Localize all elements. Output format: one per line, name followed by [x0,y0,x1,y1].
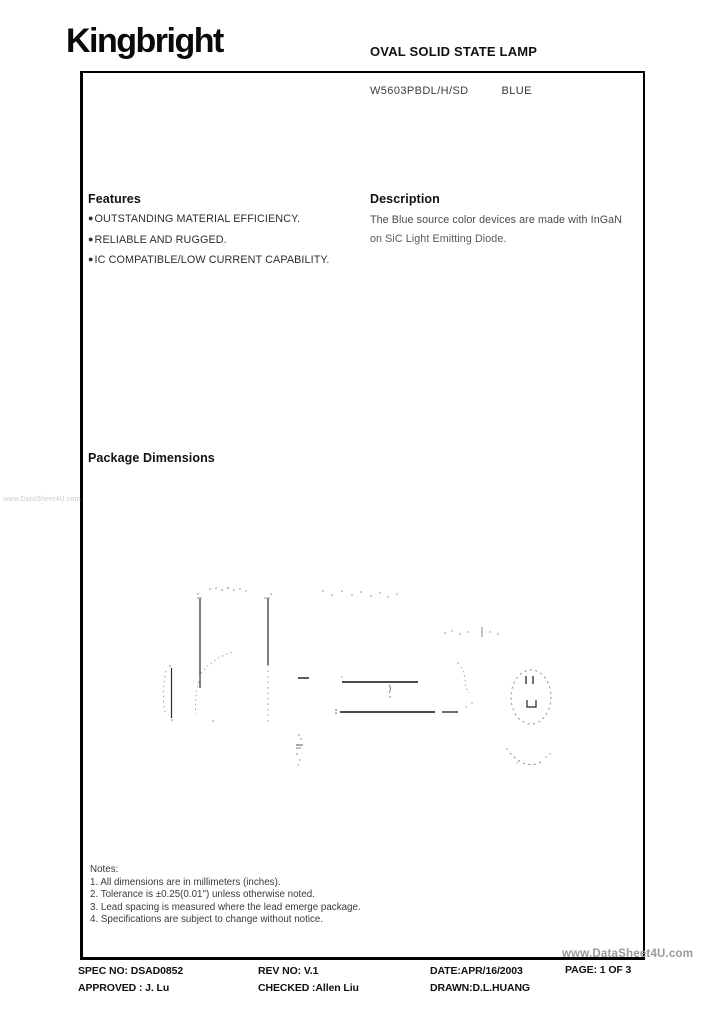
footer-checked: CHECKED :Allen Liu [258,982,359,994]
feature-item [88,213,329,225]
lens-front-view [163,665,172,721]
package-dimensions-heading: Package Dimensions [88,451,215,465]
description-line: on SiC Light Emitting Diode. [370,233,507,245]
watermark-bottom-right: www.DataSheet4U.com [562,948,694,960]
part-number-line [370,85,532,97]
feature-item [88,234,329,246]
document-title: OVAL SOLID STATE LAMP [370,44,538,59]
feature-item [88,254,329,266]
part-color-name: BLUE [501,85,532,97]
package-dimensions-drawing [80,555,643,815]
lead-spacing-marks [296,734,303,766]
note-item: 2. Tolerance is ±0.25(0.01") unless otherwise noted. [90,889,315,901]
footer-rev-no: REV NO: V.1 [258,965,319,977]
notes-heading: Notes: [90,864,119,875]
part-number: W5603PBDL/H/SD [370,85,469,97]
note-item: 3. Lead spacing is measured where the lead emerge package. [90,901,361,913]
note-item: 4. Specifications are subject to change without notice. [90,914,324,926]
footer-drawn: DRAWN:D.L.HUANG [430,982,530,994]
bottom-arc-marks [506,748,550,764]
kingbright-logo: Kingbright [66,22,223,60]
bullet-icon: ● [88,254,94,265]
footer-approved: APPROVED : J. Lu [78,982,170,994]
watermark-left: www.DataSheet4U.com [3,496,81,503]
description-heading: Description [370,192,440,206]
content-frame [80,71,645,960]
footer-page-number: PAGE: 1 OF 3 [565,964,632,976]
bullet-icon: ● [88,233,94,244]
footer-spec-no: SPEC NO: DSAD0852 [78,965,184,977]
feature-text: RELIABLE AND RUGGED. [94,233,227,246]
package-top-view [511,670,551,724]
package-horizontal-view [298,662,473,714]
notes-block [90,864,361,927]
footer-date: DATE:APR/16/2003 [430,965,523,977]
feature-text: OUTSTANDING MATERIAL EFFICIENCY. [94,213,301,225]
feature-text: IC COMPATIBLE/LOW CURRENT CAPABILITY. [94,254,330,267]
description-line: The Blue source color devices are made with InGaN [370,214,623,226]
features-heading: Features [88,192,141,206]
bullet-icon: ● [88,213,94,223]
dimension-marks [197,587,498,637]
package-side-view [195,598,270,725]
note-item: 1. All dimensions are in millimeters (inches). [90,876,281,888]
features-list [88,213,329,275]
